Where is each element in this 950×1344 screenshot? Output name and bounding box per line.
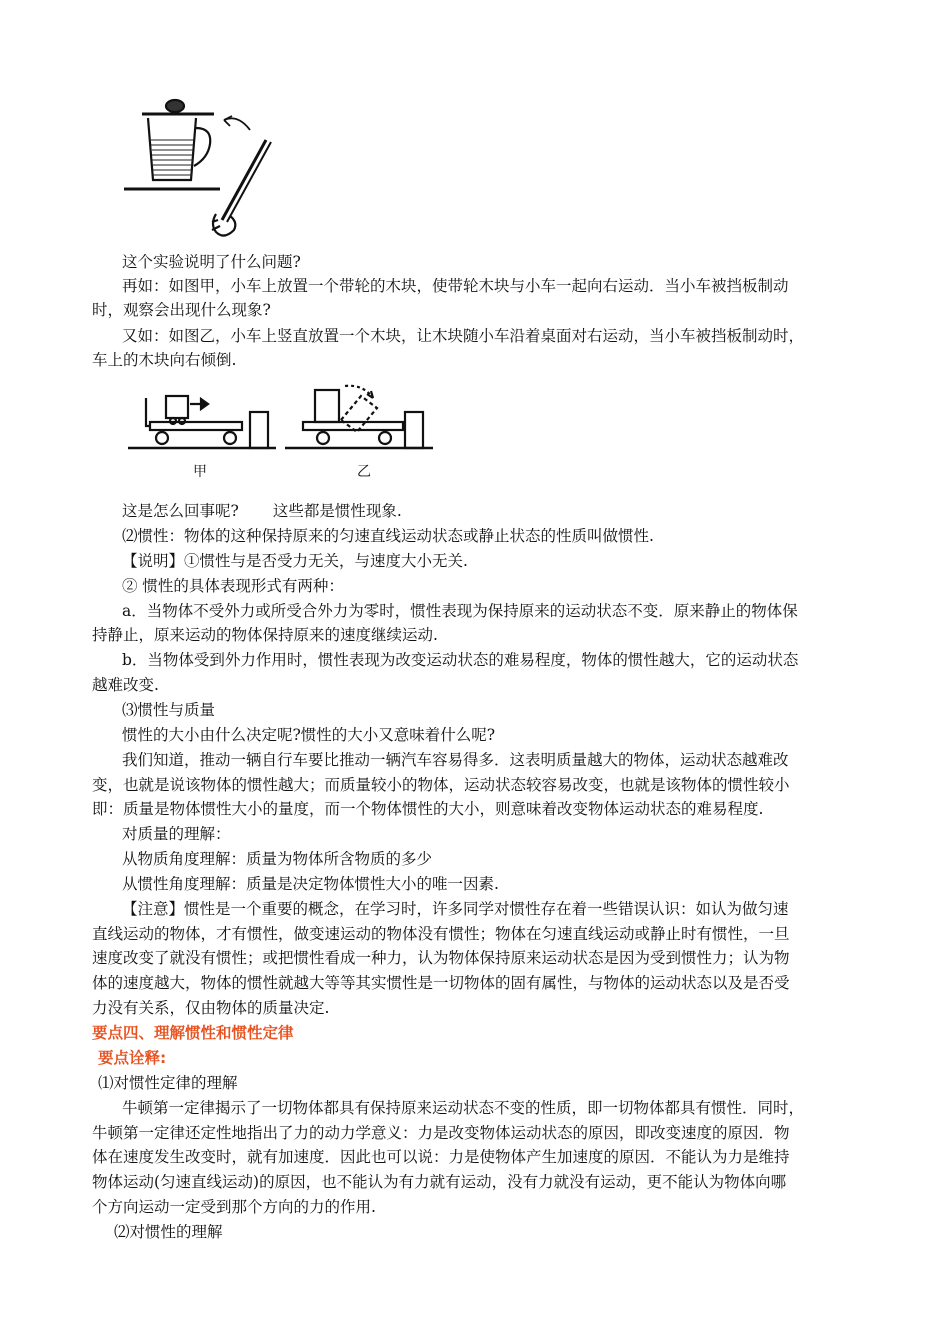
paragraph-line: 【注意】惯性是一个重要的概念，在学习时，许多同学对惯性存在着一些错误认识：如认为做匀速 [122, 900, 789, 918]
paragraph-line: b．当物体受到外力作用时，惯性表现为改变运动状态的难易程度，物体的惯性越大，它的运动状态 [122, 651, 799, 669]
paragraph-line: 变，也就是说该物体的惯性越大；而质量较小的物体，运动状态较容易改变，也就是该物体的惯性较小 [92, 776, 790, 794]
paragraph-line: 越难改变. [92, 676, 159, 694]
paragraph-line: 速度改变了就没有惯性；或把惯性看成一种力，认为物体保持原来运动状态是因为受到惯性力；认为物 [92, 949, 790, 967]
paragraph-line: 从惯性角度理解：质量是决定物体惯性大小的唯一因素. [122, 875, 499, 893]
paragraph-line: 这个实验说明了什么问题? [122, 253, 301, 271]
paragraph-line: 又如：如图乙，小车上竖直放置一个木块，让木块随小车沿着桌面对右运动，当小车被挡板制动时， [122, 327, 805, 345]
paragraph-line: ② 惯性的具体表现形式有两种： [122, 577, 344, 595]
paragraph-line: 体在速度发生改变时，就有加速度．因此也可以说：力是使物体产生加速度的原因．不能认为力是维持 [92, 1148, 790, 1166]
paragraph-line: 我们知道，推动一辆自行车要比推动一辆汽车容易得多．这表明质量越大的物体，运动状态越难改 [122, 751, 789, 769]
paragraph-line: 即：质量是物体惯性大小的量度，而一个物体惯性的大小，则意味着改变物体运动状态的难易程度. [92, 800, 764, 818]
subsection-heading: 要点诠释: [98, 1049, 167, 1067]
paragraph-line [122, 499, 402, 523]
paragraph-line: 再如：如图甲，小车上放置一个带轮的木块，使带轮木块与小车一起向右运动．当小车被挡板制动 [122, 277, 789, 295]
paragraph-line: 牛顿第一定律还定性地指出了力的动力学意义：力是改变物体运动状态的原因，即改变速度的原因．物 [92, 1124, 790, 1142]
cup-experiment-figure [118, 92, 278, 247]
paragraph-line: 直线运动的物体，才有惯性，做变速运动的物体没有惯性；物体在匀速直线运动或静止时有惯性，一旦 [92, 925, 790, 943]
paragraph-line: ⑴对惯性定律的理解 [98, 1074, 238, 1092]
answer-text: 这些都是惯性现象. [272, 502, 402, 520]
paragraph-line: 惯性的大小由什么决定呢?惯性的大小又意味着什么呢? [122, 726, 496, 744]
paragraph-line: 牛顿第一定律揭示了一切物体都具有保持原来运动状态不变的性质，即一切物体都具有惯性．同时， [122, 1099, 805, 1117]
paragraph-line: 力没有关系，仅由物体的质量决定. [92, 999, 330, 1017]
paragraph-line: 时，观察会出现什么现象? [92, 301, 271, 319]
paragraph-line: 物体运动(匀速直线运动)的原因，也不能认为有力就有运动，没有力就没有运动，更不能认为物体向哪 [92, 1173, 787, 1191]
paragraph-line: 车上的木块向右倾倒. [92, 351, 237, 369]
cup-card-coin-ruler-icon [124, 100, 271, 236]
paragraph-line: a．当物体不受外力或所受合外力为零时，惯性表现为保持原来的运动状态不变．原来静止的物体保 [122, 602, 798, 620]
paragraph-line: 体的速度越大，物体的惯性就越大等等其实惯性是一切物体的固有属性，与物体的运动状态以及是否受 [92, 974, 790, 992]
paragraph-line: 持静止，原来运动的物体保持原来的速度继续运动. [92, 626, 438, 644]
paragraph-line: 从物质角度理解：质量为物体所含物质的多少 [122, 850, 433, 868]
question-text: 这是怎么回事呢? [122, 502, 239, 520]
paragraph-line: 【说明】①惯性与是否受力无关，与速度大小无关. [122, 552, 468, 570]
paragraph-line: 对质量的理解： [122, 825, 231, 843]
figure-caption-yi: 乙 [357, 464, 371, 480]
paragraph-line: ⑵惯性：物体的这种保持原来的匀速直线运动状态或静止状态的性质叫做惯性. [122, 527, 654, 545]
figure-caption-jia: 甲 [193, 464, 207, 480]
paragraph-line: ⑶惯性与质量 [122, 701, 216, 719]
paragraph-line: 个方向运动一定受到那个方向的力的作用. [92, 1198, 376, 1216]
section-heading: 要点四、理解惯性和惯性定律 [92, 1024, 294, 1042]
paragraph-line: ⑵对惯性的理解 [114, 1223, 223, 1241]
